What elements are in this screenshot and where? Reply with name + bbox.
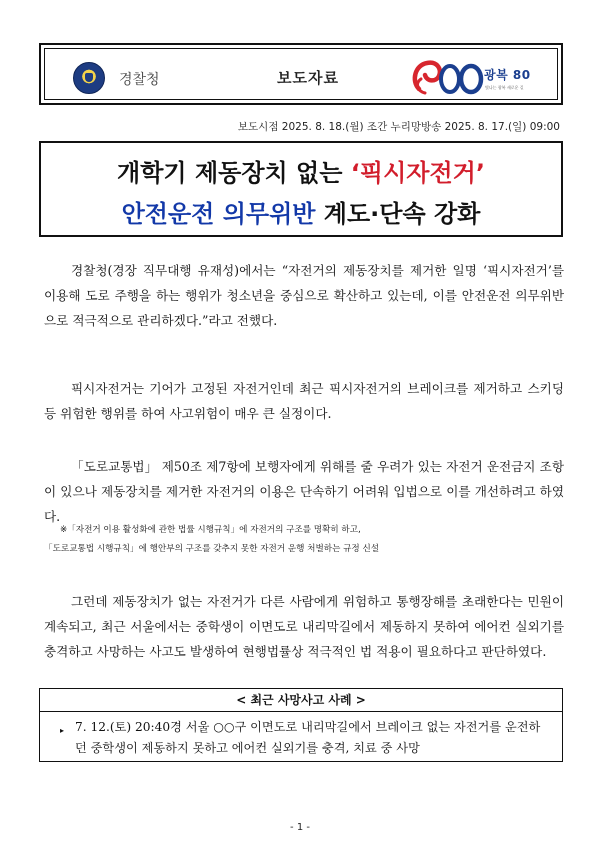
- headline-line-1-text: 개학기 제동장치 없는: [117, 159, 351, 187]
- case-box-heading: < 최근 사망사고 사례 >: [40, 689, 562, 712]
- page-number: - 1 -: [290, 822, 310, 833]
- case-item: [40, 712, 562, 759]
- paragraph-1: 경찰청(경장 직무대행 유재성)에서는 “자전거의 제동장치를 제거한 일명 ‘픽시자전거’를 이용해 도로 주행을 하는 행위가 청소년을 중심으로 확산하고 있는데, 이를 안전운전 의무위반으로 적극적으로 관리하겠다.”라고 전했다.: [44, 263, 564, 328]
- footnote-line-2: 「도로교통법 시행규칙」에 행안부의 구조를 갖추지 못한 자전거 운행 처벌하는 규정 신설: [44, 544, 380, 554]
- header-inner-frame: [44, 48, 558, 100]
- case-box: [39, 688, 563, 762]
- title-box: [39, 141, 563, 237]
- police-emblem-icon: [73, 62, 105, 94]
- liberation-80-logo-mark: [409, 55, 485, 101]
- headline-line-2: [41, 194, 561, 229]
- case-item-text: 7. 12.(토) 20:40경 서울 ○○구 이면도로 내리막길에서 브레이크 없는 자전거를 운전하던 중학생이 제동하지 못하고 에어컨 실외기를 충격, 치료 중 사망: [75, 720, 541, 755]
- footnote-line-1: ※「자전거 이용 활성화에 관한 법률 시행규칙」에 자전거의 구조를 명확히 하고,: [60, 525, 361, 535]
- headline-line-2-text: 계도·단속 강화: [315, 200, 481, 228]
- paragraph-4: 그런데 제동장치가 없는 자전거가 다른 사람에게 위험하고 통행장해를 초래한다는 민원이 계속되고, 최근 서울에서는 중학생이 이면도로 내리막길에서 제동하지 못하여 에어컨 실외기를 충격하고 사망하는 사고도 발생하여 현행법률상 적극적인 법 적용이 필요하다고 판단하였다.: [44, 594, 564, 659]
- document-type: 보도자료: [277, 69, 339, 87]
- agency-name: 경찰청: [119, 72, 160, 88]
- logo-title: 광복 80: [484, 68, 531, 82]
- logo-subtitle: 빛나는 광복 새로운 길: [485, 85, 524, 90]
- embargo-line: 보도시점 2025. 8. 18.(월) 조간 누리망방송 2025. 8. 17.(일) 09:00: [237, 121, 560, 133]
- bullet-icon: ▸: [60, 726, 65, 735]
- paragraph-3: 「도로교통법」 제50조 제7항에 보행자에게 위해를 줄 우려가 있는 자전거 운전금지 조항이 있으나 제동장치를 제거한 자전거의 이용은 단속하기 어려워 입법으로 이를 개선하려고 하였다.: [44, 459, 564, 524]
- liberation-80-logo: [409, 55, 559, 101]
- headline-line-2-accent: 안전운전 의무위반: [121, 200, 316, 228]
- header-box: [39, 43, 563, 105]
- headline-line-1: [41, 153, 561, 188]
- headline-line-1-accent: ‘픽시자전거’: [350, 159, 485, 187]
- paragraph-2: 픽시자전거는 기어가 고정된 자전거인데 최근 픽시자전거의 브레이크를 제거하고 스키딩 등 위험한 행위를 하여 사고위험이 매우 큰 실정이다.: [44, 381, 564, 421]
